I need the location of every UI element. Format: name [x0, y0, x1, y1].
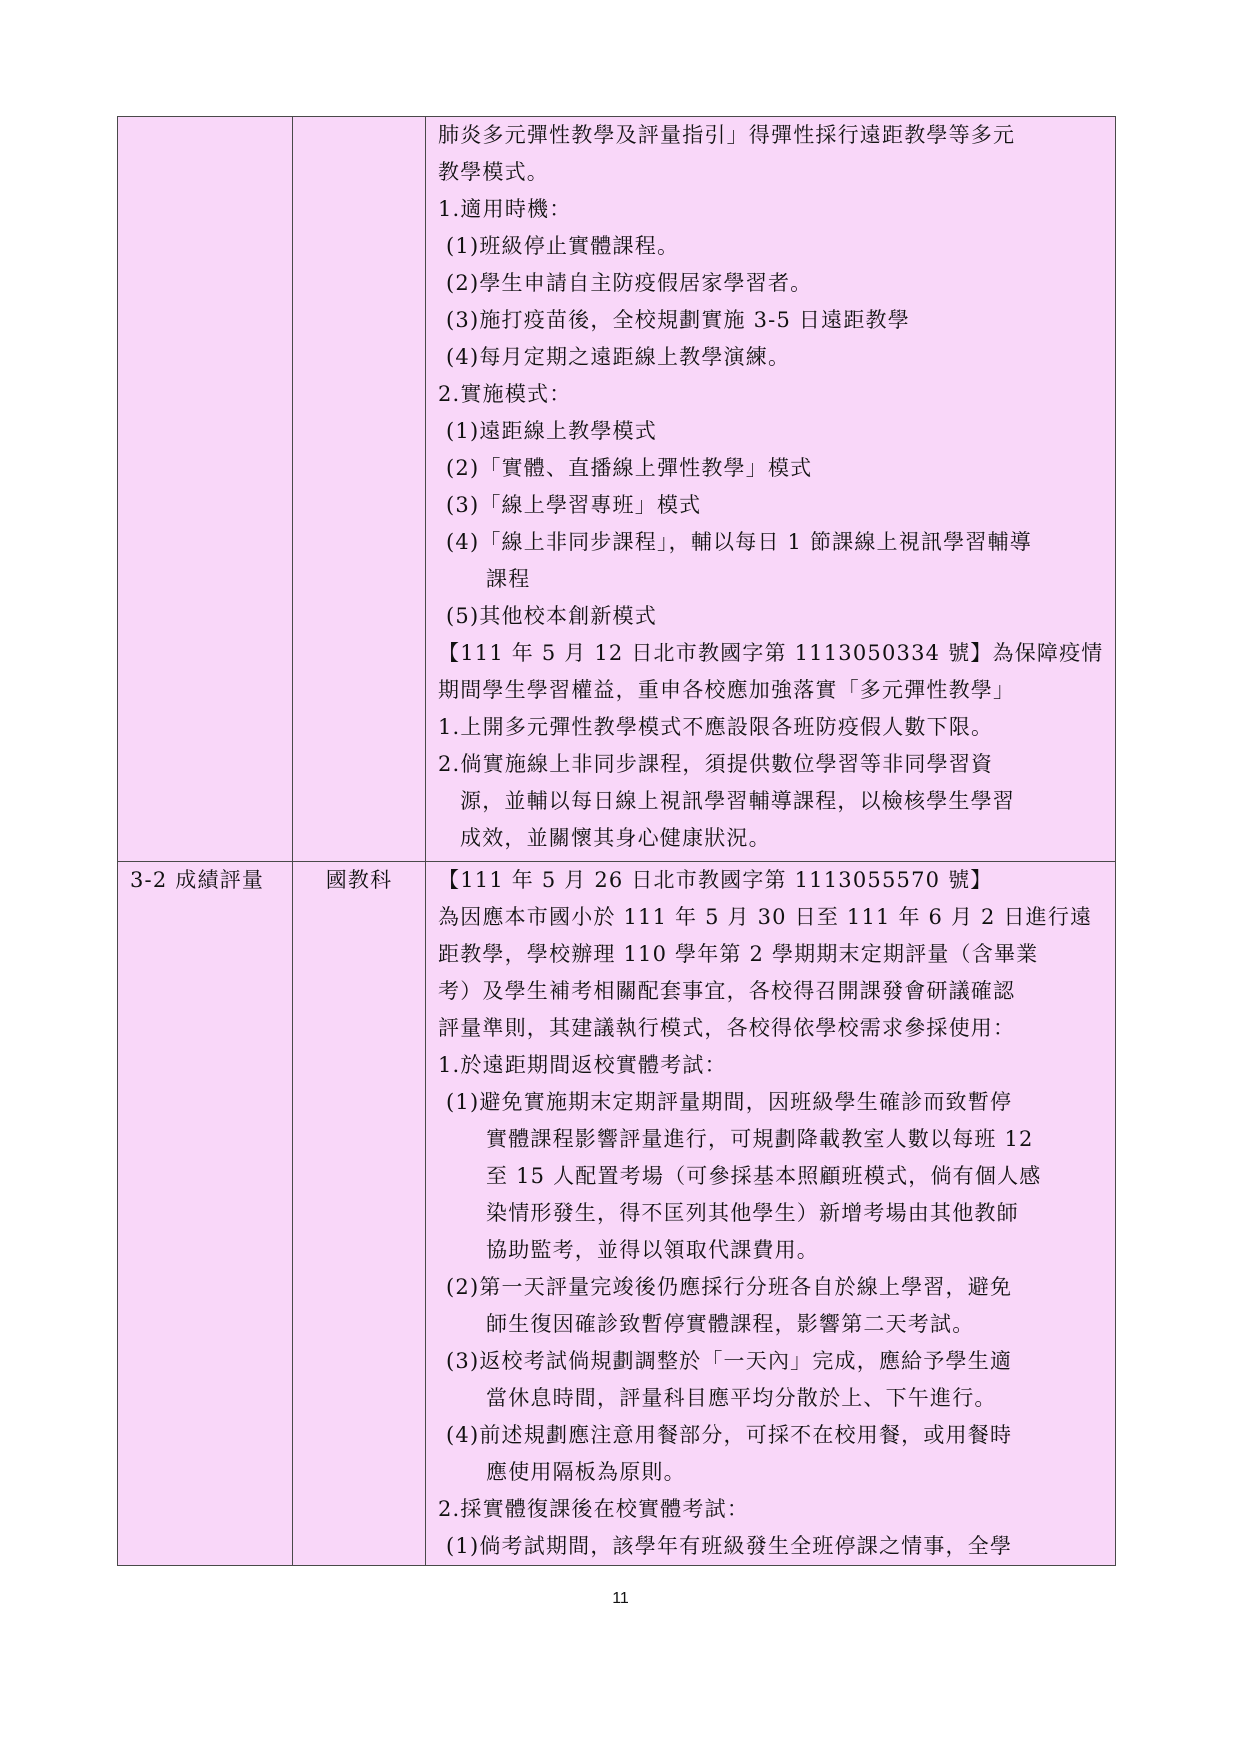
table-row [118, 862, 1116, 1566]
text-line: (2)學生申請自主防疫假居家學習者。 [446, 271, 813, 295]
table-row [118, 117, 1116, 862]
text-line: 距教學，學校辦理 110 學年第 2 學期期末定期評量（含畢業 [438, 942, 1039, 966]
text-line: 課程 [486, 567, 531, 591]
description-text [426, 862, 1115, 1565]
text-line: 期間學生學習權益，重申各校應加強落實「多元彈性教學」 [438, 678, 1016, 702]
text-line: 1.適用時機： [438, 197, 572, 221]
text-line: 實體課程影響評量進行，可規劃降載教室人數以每班 12 [486, 1127, 1034, 1151]
unit-label: 國教科 [325, 868, 393, 892]
text-line: 教學模式。 [438, 160, 549, 184]
unit-cell [293, 117, 426, 862]
item-label: 3-2 成績評量 [130, 868, 265, 892]
policy-table [117, 116, 1116, 1566]
text-line: 成效，並關懷其身心健康狀況。 [460, 826, 771, 850]
text-line: (1)班級停止實體課程。 [446, 234, 680, 258]
text-line: 當休息時間，評量科目應平均分散於上、下午進行。 [486, 1386, 997, 1410]
text-line: 至 15 人配置考場（可參採基本照顧班模式，倘有個人感 [486, 1164, 1042, 1188]
text-line: 應使用隔板為原則。 [486, 1460, 686, 1484]
description-text [426, 117, 1115, 857]
text-line: 師生復因確診致暫停實體課程，影響第二天考試。 [486, 1312, 975, 1336]
description-cell [426, 117, 1116, 862]
text-line: 肺炎多元彈性教學及評量指引」得彈性採行遠距教學等多元 [438, 123, 1016, 147]
text-line: (1)遠距線上教學模式 [446, 419, 657, 443]
text-line: 2.倘實施線上非同步課程，須提供數位學習等非同學習資 [438, 752, 994, 776]
text-line: (5)其他校本創新模式 [446, 604, 657, 628]
item-cell [118, 117, 293, 862]
text-line: 1.上開多元彈性教學模式不應設限各班防疫假人數下限。 [438, 715, 994, 739]
text-line: 【111 年 5 月 26 日北市教國字第 1113055570 號】 [438, 868, 993, 892]
text-line: 1.於遠距期間返校實體考試： [438, 1053, 727, 1077]
text-line: (3)施打疫苗後，全校規劃實施 3-5 日遠距教學 [446, 308, 910, 332]
text-line: (3)返校考試倘規劃調整於「一天內」完成，應給予學生適 [446, 1349, 1013, 1373]
text-line: 2.實施模式： [438, 382, 572, 406]
text-line: (1)避免實施期末定期評量期間，因班級學生確診而致暫停 [446, 1090, 1013, 1114]
unit-cell [293, 862, 426, 1566]
description-cell [426, 862, 1116, 1566]
text-line: 協助監考，並得以領取代課費用。 [486, 1238, 819, 1262]
page-number: 11 [612, 1590, 629, 1607]
text-line: (3)「線上學習專班」模式 [446, 493, 702, 517]
text-line: (1)倘考試期間，該學年有班級發生全班停課之情事，全學 [446, 1534, 1013, 1558]
text-line: 評量準則，其建議執行模式，各校得依學校需求參採使用： [438, 1016, 1016, 1040]
text-line: 【111 年 5 月 12 日北市教國字第 1113050334 號】為保障疫情 [438, 641, 1104, 665]
text-line: (2)「實體、直播線上彈性教學」模式 [446, 456, 813, 480]
text-line: 為因應本市國小於 111 年 5 月 30 日至 111 年 6 月 2 日進行遠 [438, 905, 1093, 929]
text-line: 染情形發生，得不匡列其他學生）新增考場由其他教師 [486, 1201, 1019, 1225]
text-line: 源，並輔以每日線上視訊學習輔導課程，以檢核學生學習 [460, 789, 1015, 813]
text-line: (4)前述規劃應注意用餐部分，可採不在校用餐，或用餐時 [446, 1423, 1013, 1447]
item-cell [118, 862, 293, 1566]
text-line: (2)第一天評量完竣後仍應採行分班各自於線上學習，避免 [446, 1275, 1013, 1299]
text-line: 2.採實體復課後在校實體考試： [438, 1497, 750, 1521]
text-line: (4)每月定期之遠距線上教學演練。 [446, 345, 791, 369]
text-line: 考）及學生補考相關配套事宜，各校得召開課發會研議確認 [438, 979, 1016, 1003]
text-line: (4)「線上非同步課程」，輔以每日 1 節課線上視訊學習輔導 [446, 530, 1032, 554]
